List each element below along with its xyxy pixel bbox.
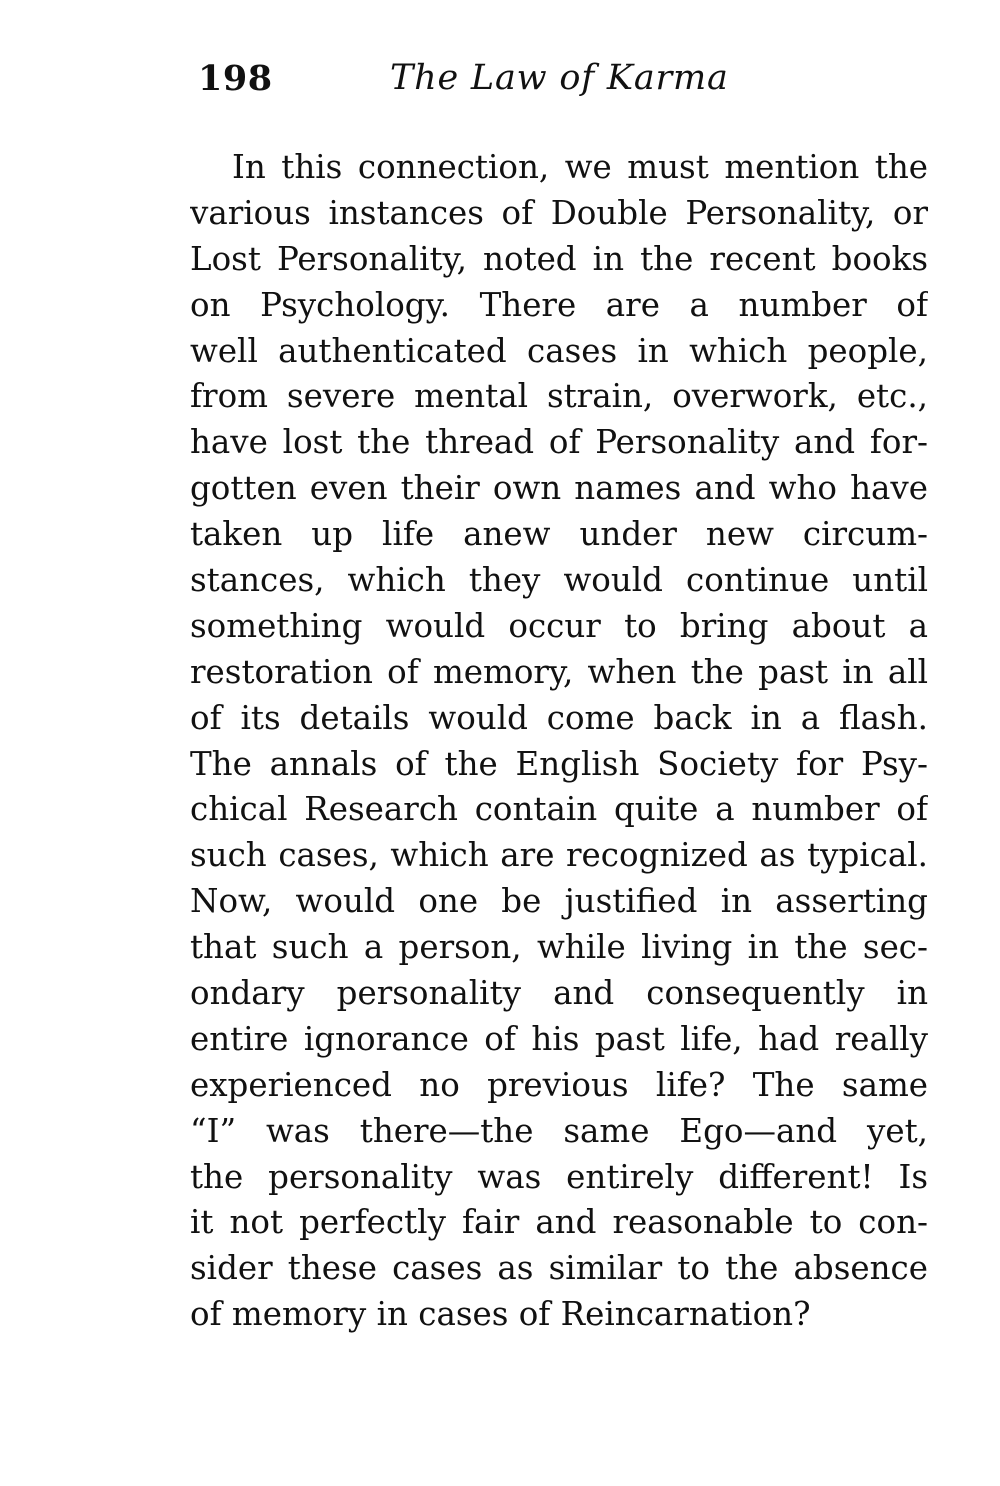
body-paragraph <box>190 145 928 1338</box>
text-line: restoration of memory, when the past in all <box>190 652 928 691</box>
text-line: entire ignorance of his past life, had really <box>190 1019 928 1058</box>
text-line: on Psychology. There are a number of <box>190 285 928 324</box>
text-line: “I” was there—the same Ego—and yet, <box>190 1111 928 1150</box>
page-header <box>198 58 758 108</box>
text-line: The annals of the English Society for Psy- <box>190 744 928 783</box>
text-line: from severe mental strain, overwork, etc., <box>190 377 928 416</box>
running-title: The Law of Karma <box>390 58 729 98</box>
text-line: the personality was entirely different! Is <box>190 1157 928 1196</box>
text-line: chical Research contain quite a number of <box>190 790 928 829</box>
page-number: 198 <box>198 58 273 99</box>
text-line: various instances of Double Personality, or <box>190 193 928 232</box>
text-line: have lost the thread of Personality and for- <box>190 423 928 462</box>
text-line: stances, which they would continue until <box>190 561 928 600</box>
text-line: sider these cases as similar to the absence <box>190 1249 928 1288</box>
text-line: Lost Personality, noted in the recent books <box>190 239 928 278</box>
text-line: gotten even their own names and who have <box>190 469 928 508</box>
text-line: that such a person, while living in the sec- <box>190 928 928 967</box>
text-line: ondary personality and consequently in <box>190 974 928 1013</box>
text-line: In this connection, we must mention the <box>232 148 928 186</box>
text-line: taken up life anew under new circum- <box>190 515 928 554</box>
text-line: experienced no previous life? The same <box>190 1065 928 1104</box>
text-line: well authenticated cases in which people, <box>190 331 928 370</box>
text-line: of its details would come back in a flash. <box>190 698 928 737</box>
text-line: Now, would one be justified in asserting <box>190 882 928 921</box>
text-line: of memory in cases of Reincarnation? <box>190 1295 811 1334</box>
text-line: something would occur to bring about a <box>190 606 928 645</box>
text-line: such cases, which are recognized as typical. <box>190 836 928 875</box>
text-line: it not perfectly fair and reasonable to con- <box>190 1203 928 1242</box>
